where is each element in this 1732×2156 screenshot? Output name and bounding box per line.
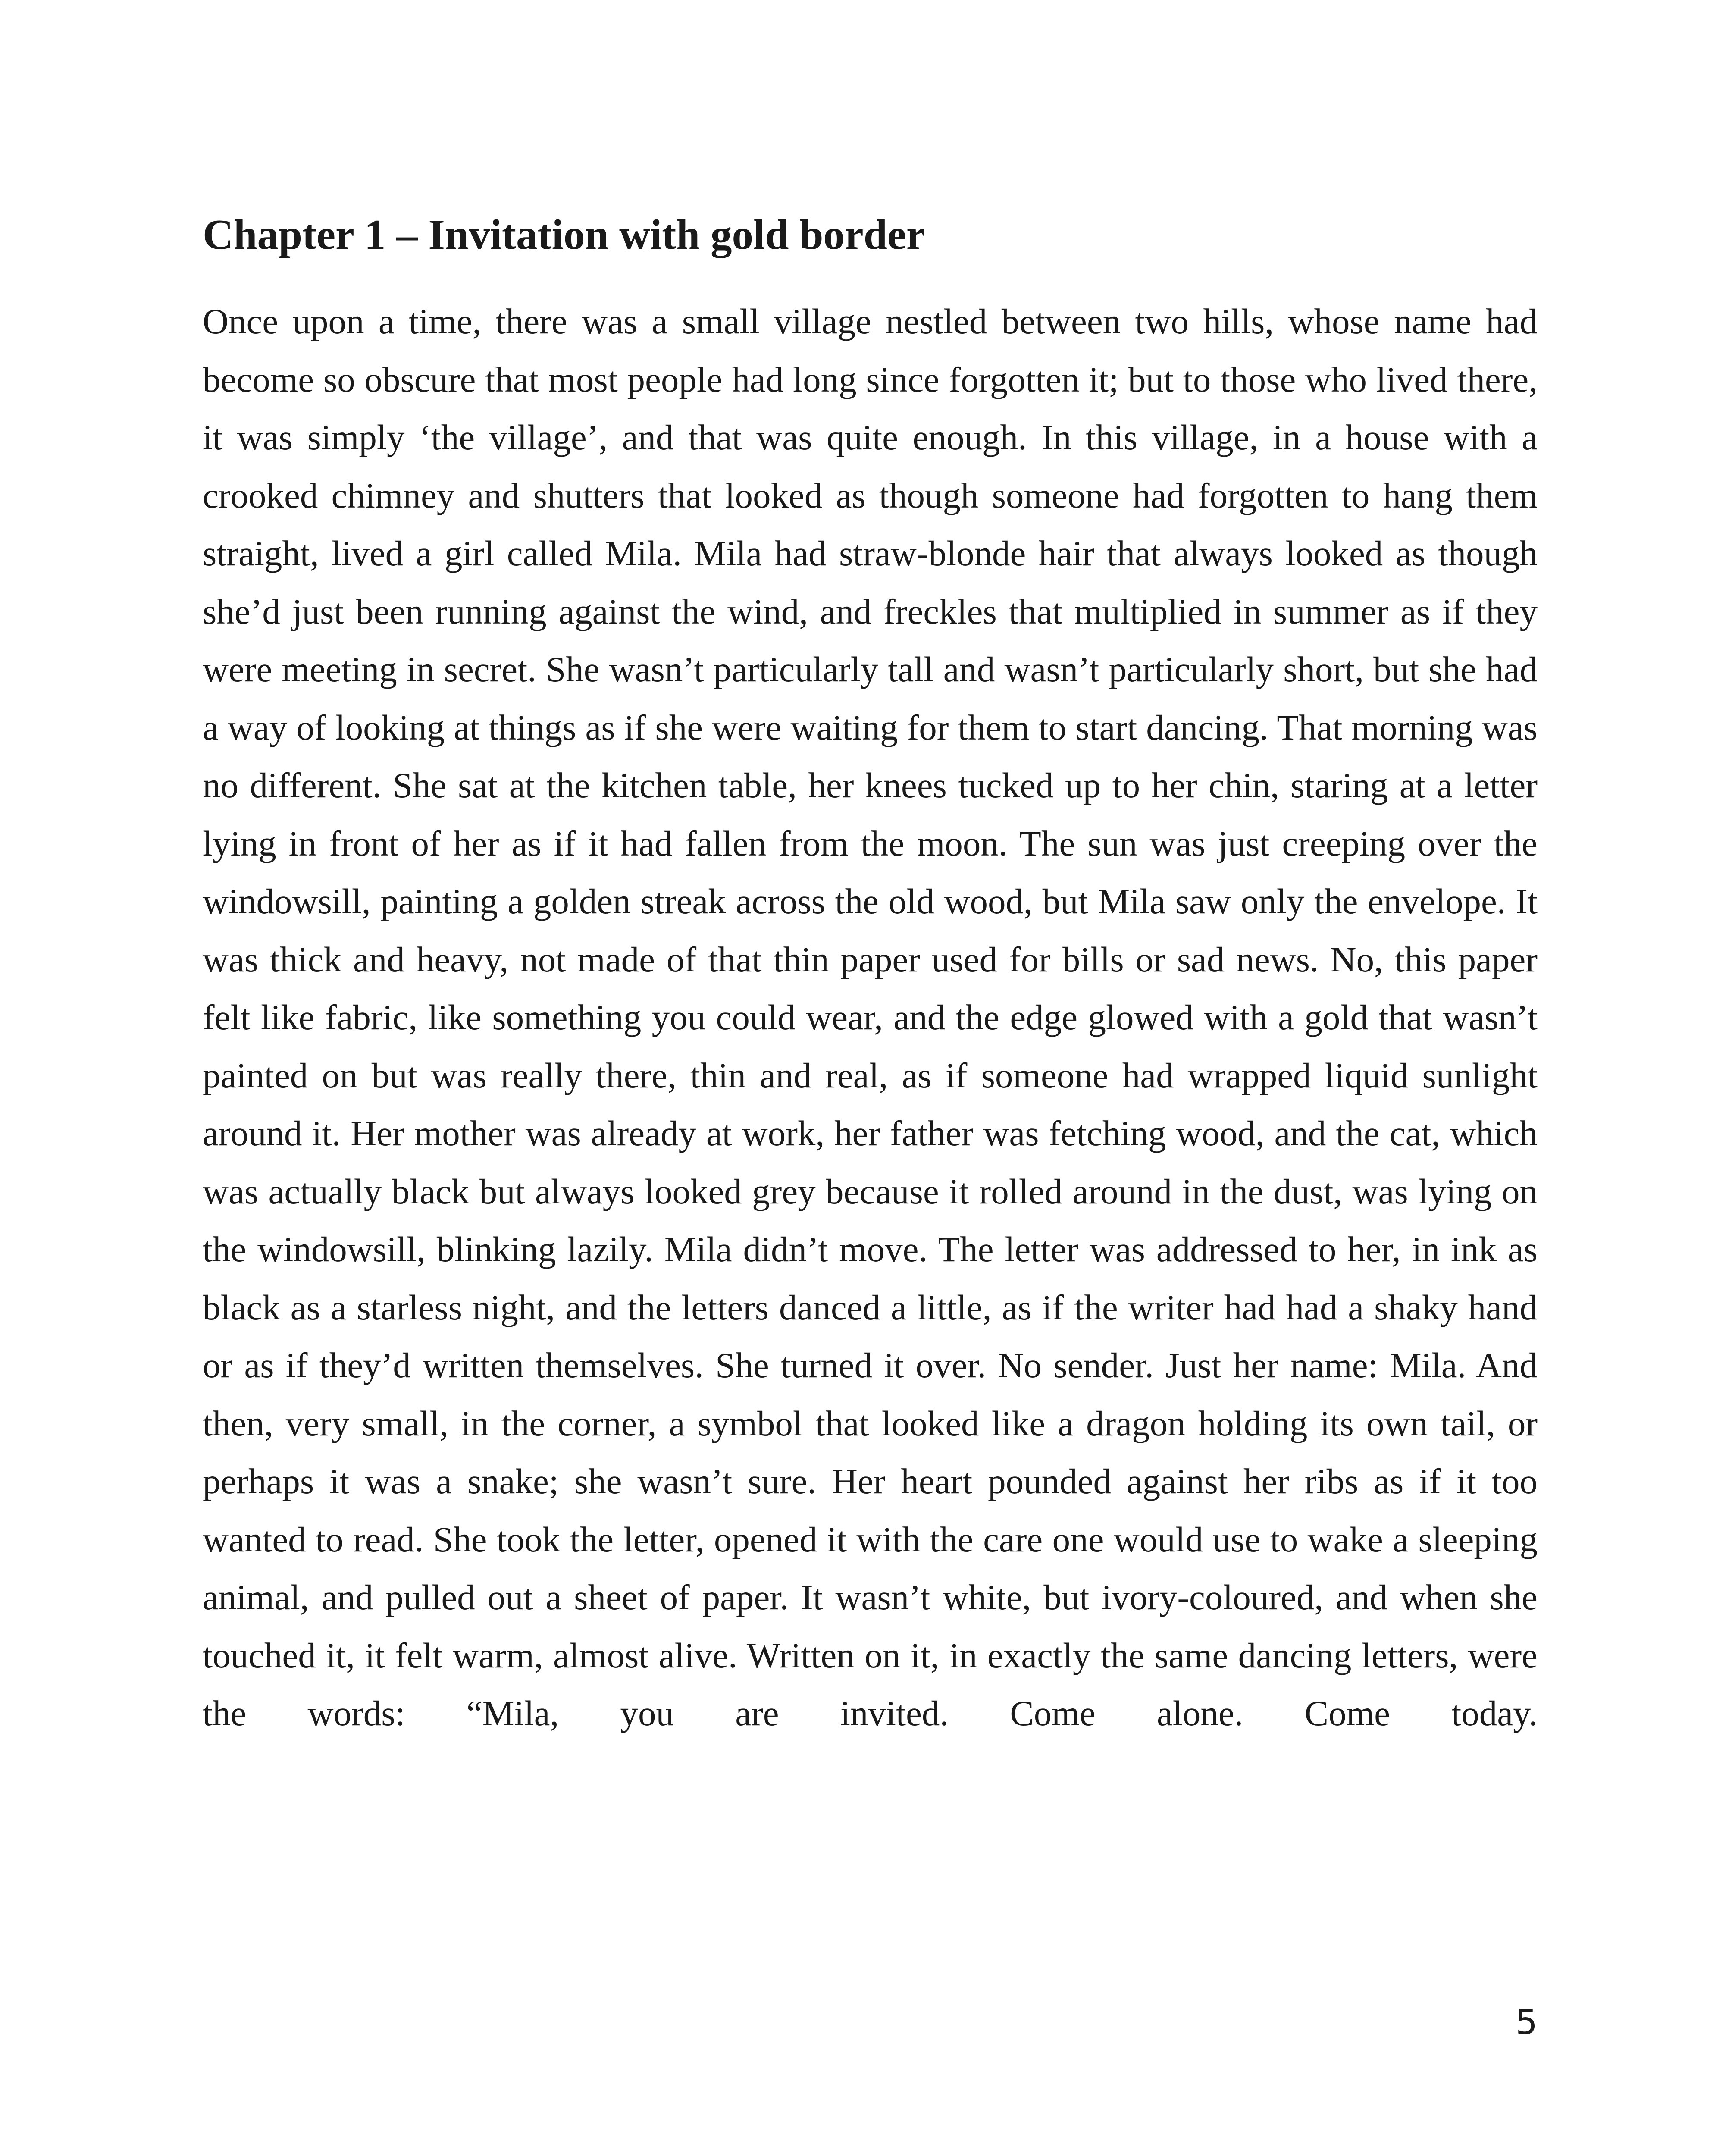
chapter-title: Chapter 1 – Invitation with gold border xyxy=(203,211,925,258)
page-content xyxy=(203,203,1538,1742)
page-number: 5 xyxy=(1516,2002,1538,2042)
chapter-body-paragraph: Once upon a time, there was a small village nestled between two hills, whose name had become so obscure that most people had long since forgotten it; but to those who lived there, it was simply ‘the village’, and that was quite enough. In this village, in a house with a crooked chimney and shutters that looked as though someone had forgotten to hang them straight, lived a girl called Mila. Mila had straw-blonde hair that always looked as though she’d just been running against the wind, and freckles that multiplied in summer as if they were meeting in secret. She wasn’t particularly tall and wasn’t particularly short, but she had a way of looking at things as if she were waiting for them to start dancing. That morning was no different. She sat at the kitchen table, her knees tucked up to her chin, staring at a letter lying in front of her as if it had fallen from the moon. The sun was just creeping over the windowsill, painting a golden streak across the old wood, but Mila saw only the envelope. It was thick and heavy, not made of that thin paper used for bills or sad news. No, this paper felt like fabric, like something you could wear, and the edge glowed with a gold that wasn’t painted on but was really there, thin and real, as if someone had wrapped liquid sunlight around it. Her mother was already at work, her father was fetching wood, and the cat, which was actually black but always looked grey because it rolled around in the dust, was lying on the windowsill, blinking lazily. Mila didn’t move. The letter was addressed to her, in ink as black as a starless night, and the letters danced a little, as if the writer had had a shaky hand or as if they’d written themselves. She turned it over. No sender. Just her name: Mila. And then, very small, in the corner, a symbol that looked like a dragon holding its own tail, or perhaps it was a snake; she wasn’t sure. Her heart pounded against her ribs as if it too wanted to read. She took the letter, opened it with the care one would use to wake a sleeping animal, and pulled out a sheet of paper. It wasn’t white, but ivory-coloured, and when she touched it, it felt warm, almost alive. Written on it, in exactly the same dancing letters, were the words: “Mila, you are invited. Come alone. Come today. xyxy=(203,301,1538,1733)
